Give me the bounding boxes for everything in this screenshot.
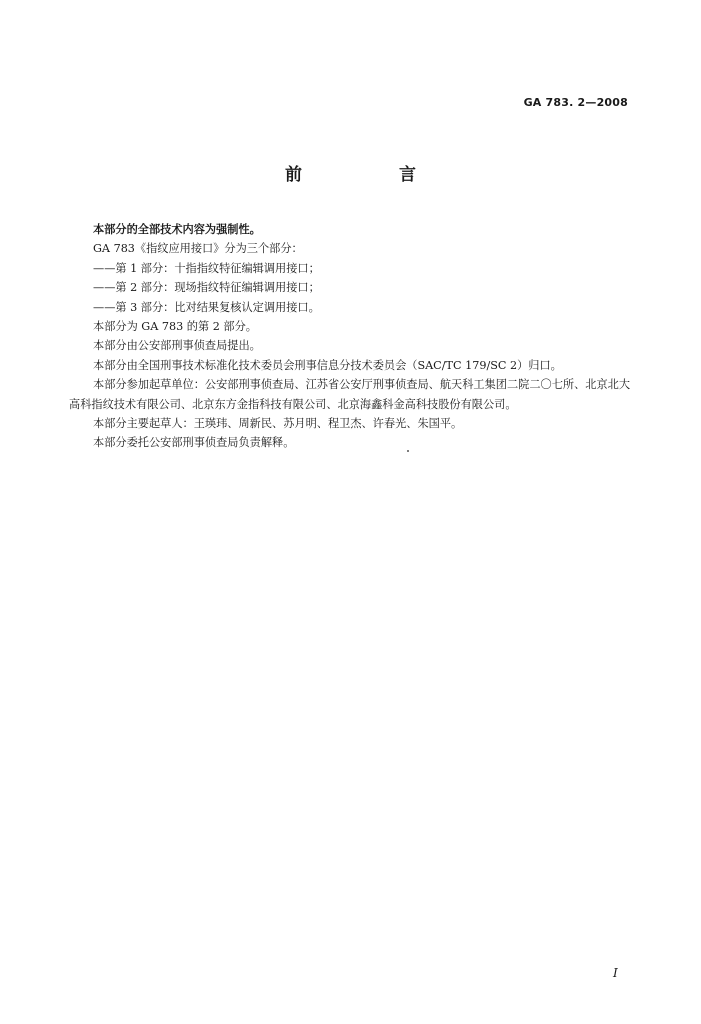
scan-speck — [407, 450, 409, 452]
paragraph-administered-by: 本部分由全国刑事技术标准化技术委员会刑事信息分技术委员会（SAC/TC 179/SC 2）归口。 — [93, 358, 562, 372]
paragraph-drafting-units: 本部分参加起草单位：公安部刑事侦查局、江苏省公安厅刑事侦查局、航天科工集团二院二〇七所、北京北大高科指纹技术有限公司、北京东方金指科技有限公司、北京海鑫科金高科技股份有限公司。 — [69, 378, 631, 411]
list-item-part-1: ——第 1 部分：十指指纹特征编辑调用接口； — [93, 261, 320, 275]
document-code: GA 783. 2—2008 — [523, 96, 628, 109]
foreword-body — [69, 220, 635, 453]
paragraph-this-part: 本部分为 GA 783 的第 2 部分。 — [93, 320, 257, 334]
paragraph-drafters: 本部分主要起草人：王瑛玮、周新民、苏月明、程卫杰、许春光、朱国平。 — [93, 417, 463, 431]
list-item-part-2: ——第 2 部分：现场指纹特征编辑调用接口； — [93, 281, 320, 295]
page-title: 前 言 — [285, 165, 456, 185]
paragraph-parts-intro: GA 783《指纹应用接口》分为三个部分： — [93, 242, 303, 256]
page-number: I — [613, 966, 618, 980]
paragraph-interpretation: 本部分委托公安部刑事侦查局负责解释。 — [93, 436, 295, 450]
list-item-part-3: ——第 3 部分：比对结果复核认定调用接口。 — [93, 300, 320, 314]
paragraph-mandatory-statement: 本部分的全部技术内容为强制性。 — [93, 223, 261, 236]
paragraph-proposed-by: 本部分由公安部刑事侦查局提出。 — [93, 339, 261, 353]
